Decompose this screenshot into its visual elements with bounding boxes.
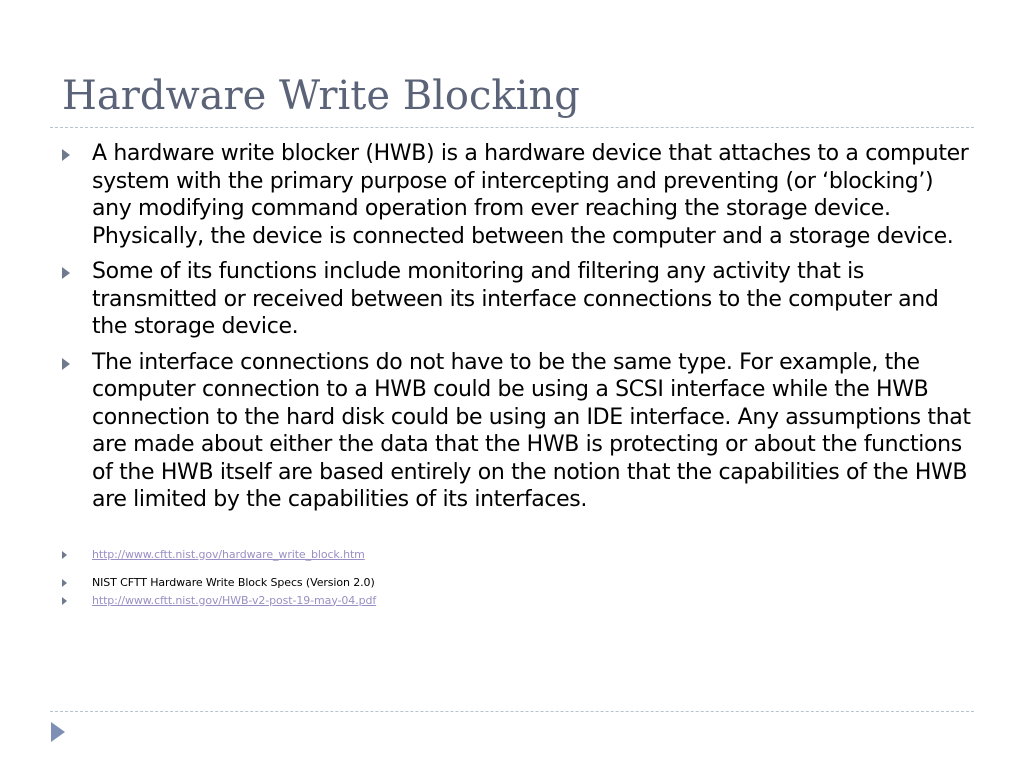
reference-link-item[interactable] [62,594,972,608]
bullet-arrow-icon [62,579,67,587]
bullet-text: The interface connections do not have to be the same type. For example, the computer connection to a HWB could be using a SCSI interface while the HWB connection to the hard disk could be using an IDE interface. Any assumptions that are made about either the data that the HWB is protecting or about the functions of the HWB itself are based entirely on the notion that the capabilities of the HWB are limited by the capabilities of its interfaces. [92,349,971,512]
bullet-item [62,258,972,341]
bullet-arrow-icon [62,149,70,161]
bullet-text: A hardware write blocker (HWB) is a hardware device that attaches to a computer system with the primary purpose of intercepting and preventing (or ‘blocking’) any modifying command operation from ever reaching the storage device. Physically, the device is connected between the computer and a storage device. [92,141,969,249]
bullet-item [62,349,972,514]
slide-title: Hardware Write Blocking [62,73,580,119]
bullet-list [62,140,972,608]
reference-link[interactable]: http://www.cftt.nist.gov/hardware_write_block.htm [92,547,365,561]
bullet-arrow-icon [62,597,67,605]
reference-link[interactable]: http://www.cftt.nist.gov/HWB-v2-post-19-may-04.pdf [92,593,377,607]
bullet-arrow-icon [62,551,67,559]
bullet-arrow-icon [62,267,70,279]
footer-divider [50,711,974,712]
reference-title: NIST CFTT Hardware Write Block Specs (Version 2.0) [92,575,375,589]
title-divider [50,127,974,128]
reference-link-item[interactable] [62,548,972,562]
next-slide-icon[interactable] [51,722,65,742]
reference-item [62,576,972,590]
bullet-arrow-icon [62,358,70,370]
bullet-text: Some of its functions include monitoring and filtering any activity that is transmitted or received between its interface connections to the computer and the storage device. [92,259,939,339]
bullet-item [62,140,972,250]
